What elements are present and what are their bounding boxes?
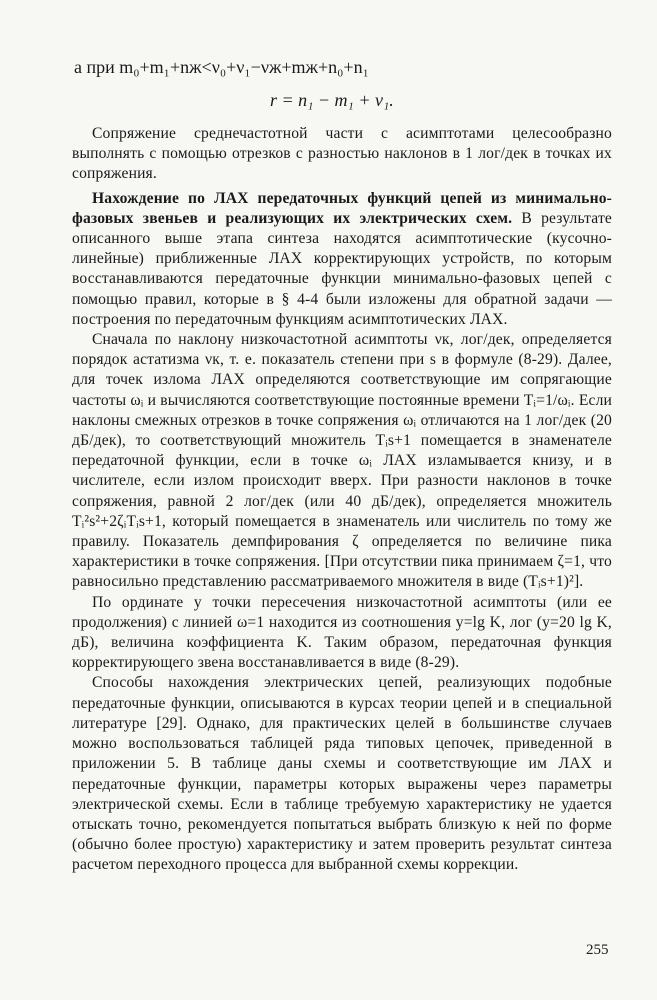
paragraph-text: По ординате y точки пересечения низкочастотной асимптоты (или ее продолжения) с линией ω=1 находится из соотношения y=lg K, лог (y=20 lg K, дБ), величина коэффициента K. Таким образом, передаточная функция корректирующего звена восстанавливается в виде (8-29).	[72, 593, 612, 672]
paragraph-section-heading	[72, 189, 612, 330]
paragraph-conjugation	[72, 124, 612, 185]
inequality-formula: а при m₀+m₁+nж<ν₀+ν₁−νж+mж+n₀+n₁	[74, 57, 369, 77]
paragraph-text: В результате описанного выше этапа синтеза находятся асимптотические (кусочно-линейные) приближенные ЛАХ корректирующих устройств, по которым восстанавливаются передаточные функции минимально-фазовых цепей с помощью правил, которые в § 4-4 были изложены для обратной задачи — построения по передаточным функциям асимптотических ЛАХ.	[72, 209, 613, 328]
paragraph-circuits	[72, 673, 612, 875]
paragraph-text: Сопряжение среднечастотной части с асимптотами целесообразно выполнять с помощью отрезков с разностью наклонов в 1 лог/дек в точках их сопряжения.	[72, 125, 612, 183]
section-heading: Нахождение по ЛАХ передаточных функций цепей из минимально-фазовых звеньев и реализующих их электрических схем.	[72, 189, 612, 227]
paragraph-gain	[72, 593, 612, 674]
paragraph-procedure	[72, 330, 612, 593]
body-text	[72, 124, 612, 876]
paragraph-text: Способы нахождения электрических цепей, реализующих подобные передаточные функции, описываются в курсах теории цепей и в специальной литературе [29]. Однако, для практических целей в большинстве случаев можно воспользоваться таблицей ряда типовых цепочек, приведенной в приложении 5. В таблице даны схемы и соответствующие им ЛАХ и передаточные функции, параметры которых выражены через параметры электрической схемы. Если в таблице требуемую характеристику не удается отыскать точно, рекомендуется попытаться выбрать близкую к ней по форме (обычно более простую) характеристику и затем проверить результат синтеза расчетом переходного процесса для выбранной схемы коррекции.	[72, 674, 612, 874]
paragraph-text: Сначала по наклону низкочастотной асимптоты νк, лог/дек, определяется порядок астатизма νк, т. е. показатель степени при s в формуле (8-29). Далее, для точек излома ЛАХ определяются соответствующие им сопрягающие частоты ωᵢ и вычисляются соответствующие постоянные времени Tᵢ=1/ωᵢ. Если наклоны смежных отрезков в точке сопряжения ωᵢ отличаются на 1 лог/дек (20 дБ/дек), то соответствующий множитель Tᵢs+1 помещается в знаменателе передаточной функции, если в точке ωᵢ ЛАХ изламывается книзу, и в числителе, если излом происходит вверх. При разности наклонов в точке сопряжения, равной 2 лог/дек (или 40 дБ/дек), определяется множитель Tᵢ²s²+2ζᵢTᵢs+1, который помещается в знаменатель или числитель по тому же правилу. Показатель демпфирования ζ определяется по величине пика характеристики в точке сопряжения. [При отсутствии пика принимаем ζ=1, что равносильно представлению рассматриваемого множителя в виде (Tᵢs+1)²].	[72, 331, 612, 591]
order-formula: r = n₁ − m₁ + ν₁.	[270, 90, 394, 110]
page-number: 255	[586, 942, 609, 958]
